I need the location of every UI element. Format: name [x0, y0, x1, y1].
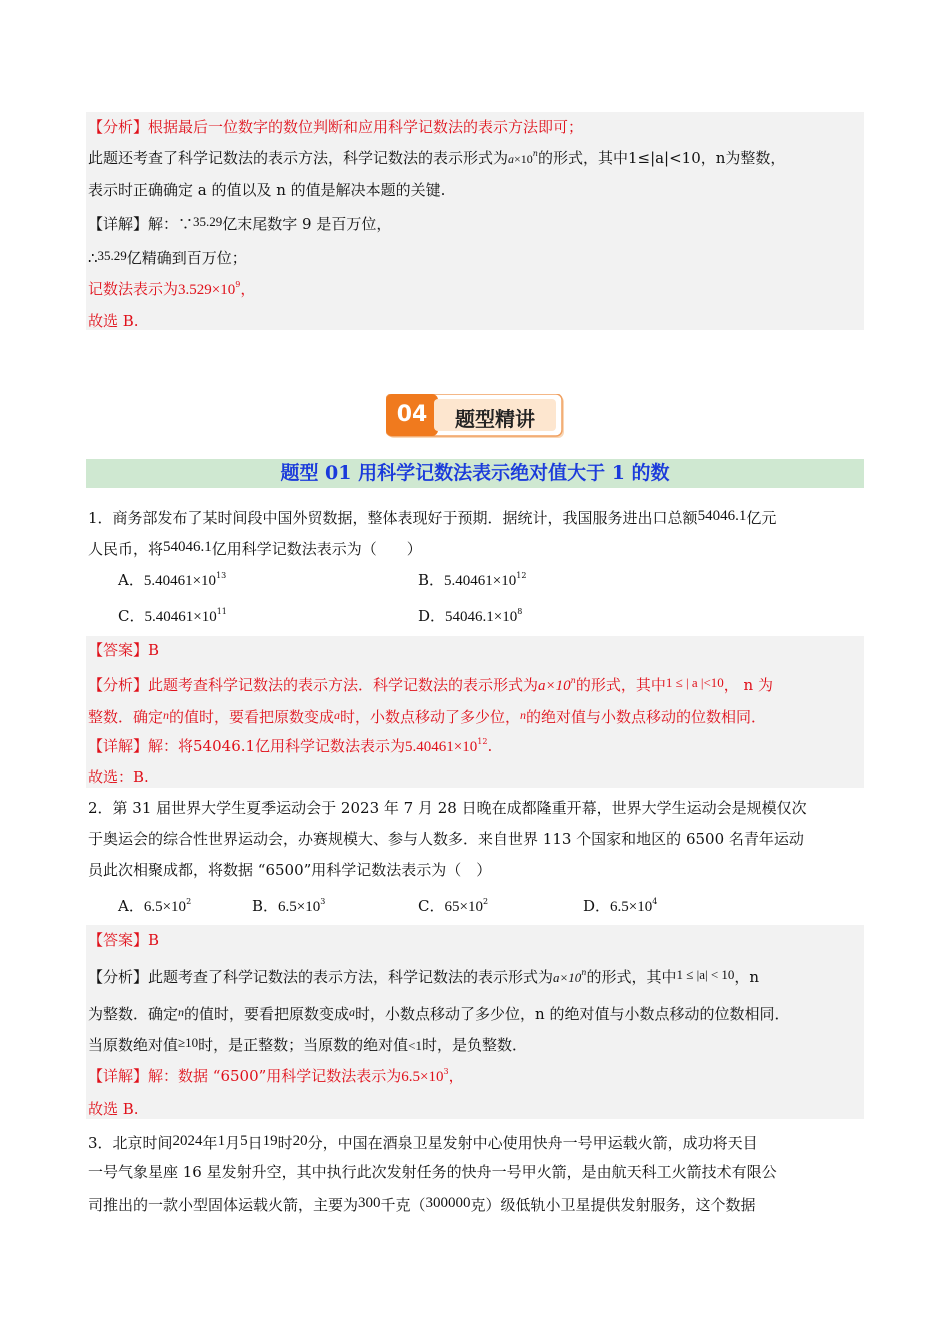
number: 19 — [262, 1133, 278, 1149]
text: 解：数据 “6500”用科学记数法表示为 — [148, 1067, 402, 1085]
text: 时，小数点移动了多少位，n 的绝对值与小数点移动的位数相同． — [355, 1005, 790, 1023]
formula: a×10 — [553, 970, 582, 985]
q2-analysis-line-1 — [88, 965, 759, 988]
option-value: 54046.1×10 — [445, 609, 518, 625]
text: 整数．确定 — [88, 708, 164, 726]
q2-line-2: 于奥运会的综合性世界运动会，办赛规模大、参与人数多．来自世界 113 个国家和地区的 6500 名青年运动 — [88, 830, 804, 848]
prev-analysis-line-3: 表示时正确确定 a 的值以及 n 的值是解决本题的关键. — [88, 181, 446, 199]
text: 时 — [277, 1134, 293, 1152]
badge-number: 04 — [396, 402, 428, 427]
text: 人民币，将 — [88, 540, 164, 558]
text: 亿用科学记数法表示为（ ） — [211, 540, 422, 558]
formula-a: a — [508, 152, 515, 166]
number: 300000 — [425, 1195, 471, 1211]
option-exponent: 11 — [216, 607, 227, 616]
formula-exponent: n — [570, 676, 576, 685]
q3-line-2: 一号气象星座 16 星发射升空，其中执行此次发射任务的快舟一号甲火箭，是由航天科工火箭技术有限公 — [88, 1163, 777, 1181]
text: 【分析】此题考查了科学记数法的表示方法，科学记数法的表示形式为 — [88, 968, 554, 986]
text: 的形式，其中 — [575, 676, 666, 694]
text: 亿元 — [746, 509, 777, 527]
text: 日 — [247, 1134, 263, 1152]
prev-choose-line: 故选 B. — [88, 312, 139, 330]
text: 千克（ — [380, 1196, 426, 1214]
therefore-symbol: ∴ — [88, 249, 98, 267]
prev-notation-line — [88, 279, 255, 300]
text: 解：∵ — [148, 215, 194, 233]
option-value: 6.5×10 — [278, 899, 321, 915]
analysis-tag: 【分析】 — [88, 118, 149, 136]
text: 时，是正整数；当原数的绝对值 — [198, 1036, 409, 1054]
text: 分，中国在酒泉卫星发射中心使用快舟一号甲运载火箭，成功将天目 — [307, 1134, 758, 1152]
option-exponent: 2 — [186, 897, 192, 906]
number: 35.29 — [97, 248, 127, 263]
option-value: 5.40461×10 — [144, 609, 217, 625]
text: 记数法表示为 — [88, 280, 179, 298]
option-label: C． — [418, 897, 445, 915]
option-value: 5.40461×10 — [143, 573, 217, 589]
option-label: A． — [118, 571, 144, 589]
option-label: B． — [252, 897, 279, 915]
number: 6.5×10 — [401, 1069, 444, 1085]
variable: a — [349, 1005, 356, 1019]
exponent: 9 — [235, 280, 241, 289]
q1-option-a[interactable] — [118, 570, 226, 591]
detail-tag: 【详解】 — [88, 1067, 149, 1085]
variable: n — [163, 708, 170, 722]
text: 时，小数点移动了多少位， — [340, 708, 521, 726]
prev-analysis-line-2 — [88, 148, 785, 169]
condition: 1 ≤ |a| < 10 — [676, 967, 735, 982]
variable: n — [520, 708, 527, 722]
text: 亿精确到百万位； — [126, 249, 247, 267]
text: . — [487, 737, 493, 755]
variable: a — [334, 708, 341, 722]
option-label: B． — [418, 571, 445, 589]
section-title: 题型 01 用科学记数法表示绝对值大于 1 的数 — [86, 459, 864, 488]
number: 3.529×10 — [178, 282, 236, 298]
text: 1．商务部发布了某时间段中国外贸数据，整体表现好于预期．据统计，我国服务进出口总额 — [88, 509, 698, 527]
q2-choose: 故选 B. — [88, 1100, 139, 1118]
text: ， n 为 — [723, 676, 773, 694]
text: ， — [240, 280, 256, 298]
q2-analysis-line-2 — [88, 1002, 789, 1024]
section-badge — [386, 394, 566, 438]
option-label: C． — [118, 607, 145, 625]
text: 解：将54046.1亿用科学记数法表示为 — [148, 737, 406, 755]
q2-detail-line — [88, 1066, 464, 1087]
q1-detail-line — [88, 736, 492, 757]
option-exponent: 4 — [652, 897, 658, 906]
text: 年 — [202, 1134, 218, 1152]
formula-exponent: n — [581, 968, 587, 977]
q2-answer: 【答案】B — [88, 931, 160, 949]
option-value: 6.5×10 — [143, 899, 187, 915]
number: 1 — [217, 1133, 226, 1149]
text: 当原数绝对值 — [88, 1036, 179, 1054]
prev-detail-line — [88, 212, 391, 234]
option-exponent: 12 — [516, 571, 527, 580]
prev-therefore-line — [88, 246, 247, 268]
badge-label: 题型精讲 — [455, 407, 535, 431]
option-value: 5.40461×10 — [444, 573, 517, 589]
q3-line-1 — [88, 1131, 758, 1153]
number: 2024 — [172, 1133, 203, 1149]
q1-option-c[interactable] — [118, 606, 227, 627]
q1-line-1 — [88, 506, 776, 528]
text: 的值时，要看把原数变成 — [169, 708, 335, 726]
q2-option-a[interactable] — [118, 896, 191, 917]
text: 月 — [225, 1134, 241, 1152]
option-exponent: 3 — [320, 897, 326, 906]
text: 此题还考查了科学记数法的表示方法，科学记数法的表示形式为 — [88, 149, 509, 167]
option-value: 65×10 — [444, 899, 483, 915]
q1-choose: 故选：B. — [88, 768, 149, 786]
variable: n — [178, 1005, 185, 1019]
text: 司推出的一款小型固体运载火箭，主要为 — [88, 1196, 359, 1214]
condition: <1 — [408, 1038, 423, 1053]
q2-analysis-line-3 — [88, 1033, 527, 1056]
exponent: 12 — [477, 737, 488, 746]
condition: 1 ≤ | a |<10 — [665, 675, 724, 690]
q1-line-2 — [88, 537, 422, 559]
exponent: 3 — [443, 1067, 449, 1076]
detail-tag: 【详解】 — [88, 737, 149, 755]
number: 54046.1 — [697, 508, 747, 524]
text: 的形式，其中 — [586, 968, 677, 986]
text: 亿末尾数字 9 是百万位， — [222, 215, 392, 233]
text: 的形式，其中1≤|a|<10，n为整数， — [537, 149, 786, 167]
option-label: D． — [418, 607, 446, 625]
condition: ≥10 — [178, 1035, 199, 1050]
q1-analysis-line-1 — [88, 673, 773, 696]
number: 54046.1 — [163, 539, 212, 555]
detail-tag: 【详解】 — [88, 215, 149, 233]
text: 时，是负整数． — [422, 1036, 528, 1054]
number: 5.40461×10 — [405, 739, 478, 755]
text: 克）级低轨小卫星提供发射服务，这个数据 — [470, 1196, 756, 1214]
q1-option-b[interactable] — [418, 570, 526, 591]
text: ，n — [734, 968, 760, 986]
q2-option-c[interactable] — [418, 896, 488, 917]
number: 5 — [240, 1133, 248, 1149]
q2-line-1: 2．第 31 届世界大学生夏季运动会于 2023 年 7 月 28 日晚在成都隆重开幕，世界大学生运动会是规模仅次 — [88, 799, 807, 817]
option-exponent: 8 — [517, 607, 523, 616]
text: 3．北京时间 — [88, 1134, 173, 1152]
number: 35.29 — [193, 214, 223, 229]
text: 为整数．确定 — [88, 1005, 179, 1023]
formula-times: ×10 — [514, 152, 533, 166]
text: 的绝对值与小数点移动的位数相同． — [526, 708, 767, 726]
formula: a×10 — [538, 678, 571, 694]
option-value: 6.5×10 — [610, 899, 653, 915]
q2-option-d[interactable] — [583, 896, 657, 917]
text: 的值时，要看把原数变成 — [184, 1005, 350, 1023]
option-exponent: 13 — [216, 571, 227, 580]
number: 300 — [358, 1195, 381, 1211]
text: 此题考查科学记数法的表示方法．科学记数法的表示形式为 — [148, 676, 539, 694]
q2-line-3: 员此次相聚成都，将数据 “6500”用科学记数法表示为（ ） — [88, 861, 492, 879]
q1-answer: 【答案】B — [88, 641, 160, 659]
q1-option-d[interactable] — [418, 606, 522, 627]
option-exponent: 2 — [482, 897, 489, 906]
q1-analysis-line-2 — [88, 705, 766, 727]
analysis-tag: 【分析】 — [88, 676, 149, 694]
prev-analysis-line — [88, 117, 583, 137]
number: 20 — [292, 1133, 308, 1149]
option-label: A． — [118, 897, 144, 915]
option-label: D． — [583, 897, 611, 915]
text: ， — [448, 1067, 464, 1085]
q2-option-b[interactable] — [252, 896, 325, 917]
formula-exponent: n — [532, 149, 538, 158]
analysis-text: 根据最后一位数字的数位判断和应用科学记数法的表示方法即可； — [148, 118, 584, 136]
q3-line-3 — [88, 1193, 756, 1215]
